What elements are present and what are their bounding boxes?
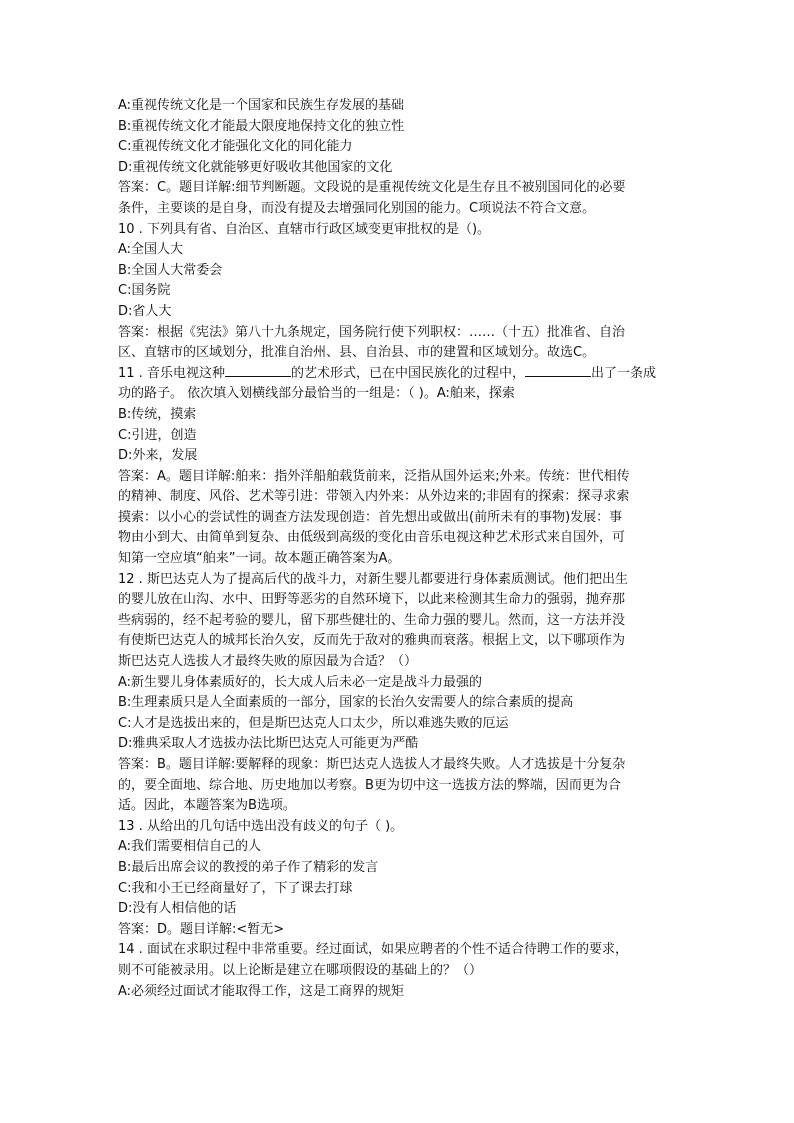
q11-mid: 的艺术形式，已在中国民族化的过程中， (290, 365, 525, 381)
question-13: 13 . 从给出的几句话中选出没有歧义的句子（ )。 (118, 818, 404, 834)
question-12: 12 . 斯巴达克人为了提高后代的战斗力，对新生婴儿都要进行身体素质测试。他们把出生 (118, 571, 628, 587)
question-12: 有使斯巴达克人的城邦长治久安，反而先于敌对的雅典而衰落。根据上文，以下哪项作为 (118, 633, 626, 649)
answer-explanation: 物由小到大、由简单到复杂、由低级到高级的变化由音乐电视这种艺术形式来自国外，可 (118, 530, 626, 546)
question-14: 14 . 面试在求职过程中非常重要。经过面试，如果应聘者的个性不适合待聘工作的要求， (118, 942, 628, 958)
option-d: D:重视传统文化就能够更好吸收其他国家的文化 (118, 159, 393, 175)
answer-explanation: 摸索：以小心的尝试性的调查方法发现创造：首先想出或做出(前所未有的事物)发展：事 (118, 509, 623, 525)
answer-explanation: 区、直辖市的区域划分，批准自治州、县、自治县、市的建置和区域划分。故选C。 (118, 345, 596, 361)
answer-explanation: 答案：B。题目详解:要解释的现象：斯巴达克人选拔人才最终失败。人才选拔是十分复杂 (118, 757, 626, 772)
option-c: C:引进，创造 (118, 427, 197, 443)
document-page (118, 96, 678, 1002)
question-14: 则不可能被录用。以上论断是建立在哪项假设的基础上的？（） (118, 962, 483, 978)
option-d: D:没有人相信他的话 (118, 901, 237, 917)
q11-end: 出了一条成 (590, 365, 656, 381)
option-c: C:人才是选拔出来的，但是斯巴达克人口太少，所以难逃失败的厄运 (118, 715, 509, 731)
question-11: 功的路子。 依次填入划横线部分最恰当的一组是：（ )。A:舶来，探索 (118, 386, 515, 402)
option-a: A:全国人大 (118, 242, 184, 258)
option-b: B:重视传统文化才能最大限度地保持文化的独立性 (118, 118, 405, 134)
answer-explanation: 适。因此，本题答案为B选项。 (118, 798, 296, 814)
answer-explanation: 答案：A。题目详解:舶来：指外洋船舶载货前来，泛指从国外运来;外来。传统：世代相传 (118, 468, 630, 484)
option-a: A:新生婴儿身体素质好的，长大成人后未必一定是战斗力最强的 (118, 674, 483, 690)
option-b: B:生理素质只是人全面素质的一部分，国家的长治久安需要人的综合素质的提高 (118, 695, 574, 711)
fill-blank-2 (525, 364, 591, 377)
option-b: B:全国人大常委会 (118, 262, 223, 278)
option-c: C:我和小王已经商量好了，下了课去打球 (118, 880, 353, 896)
fill-blank-1 (225, 364, 291, 377)
question-12: 的婴儿放在山沟、水中、田野等恶劣的自然环境下，以此来检测其生命力的强弱，抛弃那 (118, 592, 626, 608)
answer-explanation: 知第一空应填“舶来”一词。故本题正确答案为A。 (118, 551, 401, 567)
question-11 (118, 364, 678, 385)
answer-explanation: 答案：C。题目详解:细节判断题。文段说的是重视传统文化是生存且不被别国同化的必要 (118, 180, 626, 196)
option-b: B:传统，摸索 (118, 406, 197, 422)
answer-explanation: 答案：根据《宪法》第八十九条规定，国务院行使下列职权：……（十五）批准省、自治 (118, 324, 626, 340)
option-a: A:我们需要相信自己的人 (118, 839, 262, 855)
answer-explanation: 答案：D。题目详解:<暂无> (118, 921, 285, 937)
option-c: C:重视传统文化才能强化文化的同化能力 (118, 139, 353, 155)
q11-start: 11 . 音乐电视这种 (118, 365, 225, 381)
option-a: A:重视传统文化是一个国家和民族生存发展的基础 (118, 98, 405, 113)
option-c: C:国务院 (118, 283, 171, 299)
question-12: 些病弱的，经不起考验的婴儿，留下那些健壮的、生命力强的婴儿。然而，这一方法并没 (118, 612, 626, 628)
option-b: B:最后出席会议的教授的弟子作了精彩的发言 (118, 859, 379, 875)
option-d: D:外来，发展 (118, 448, 198, 464)
option-a: A:必须经过面试才能取得工作，这是工商界的规矩 (118, 983, 405, 999)
option-d: D:省人大 (118, 303, 172, 319)
answer-explanation: 的精神、制度、风俗、艺术等引进：带领入内外来：从外边来的;非固有的探索：探寻求索 (118, 489, 630, 505)
answer-explanation: 的，要全面地、综合地、历史地加以考察。B更为切中这一选拔方法的弊端，因而更为合 (118, 777, 621, 793)
option-d: D:雅典采取人才选拔办法比斯巴达克人可能更为严酷 (118, 736, 419, 752)
question-10: 10 . 下列具有省、自治区、直辖市行政区域变更审批权的是（)。 (118, 221, 491, 237)
answer-explanation: 条件，主要谈的是自身，而没有提及去增强同化别国的能力。C项说法不符合文意。 (118, 200, 596, 216)
question-12: 斯巴达克人选拔人才最终失败的原因最为合适？（） (118, 654, 418, 670)
